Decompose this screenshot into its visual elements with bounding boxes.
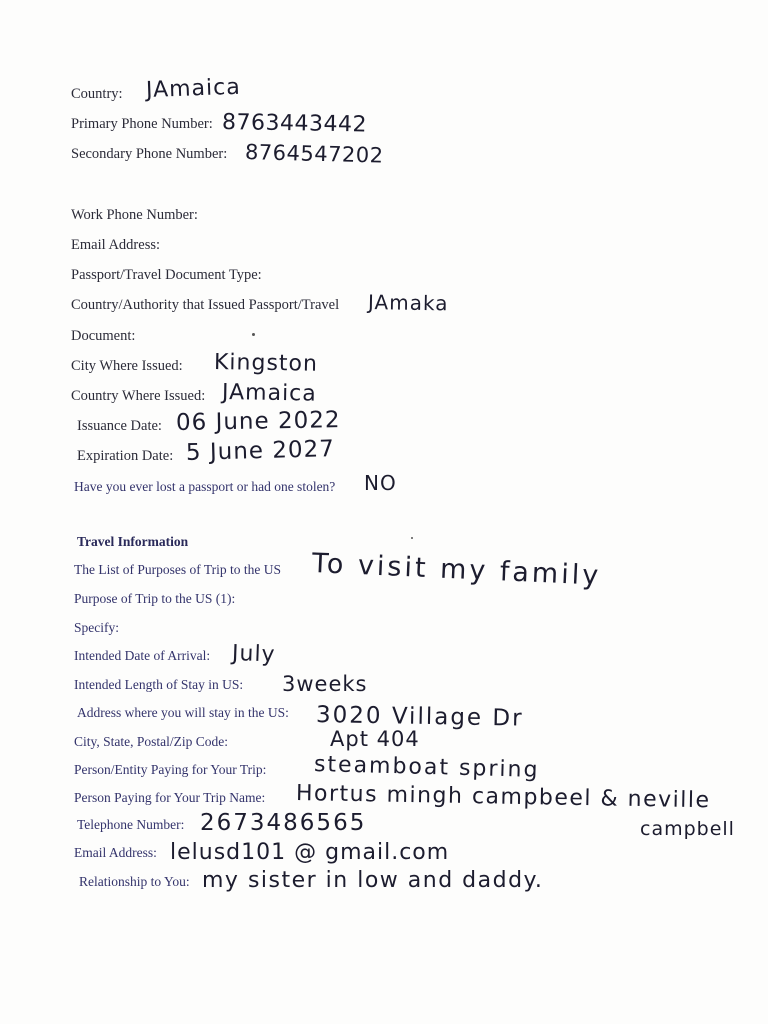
work-phone-label: Work Phone Number:: [71, 207, 198, 223]
issuance-date-label: Issuance Date:: [77, 418, 162, 434]
relationship-handwritten: my sister in low and daddy.: [202, 868, 544, 893]
city-state-zip-label: City, State, Postal/Zip Code:: [74, 734, 228, 749]
country-issued-label: Country Where Issued:: [71, 388, 206, 404]
secondary-phone-handwritten: 8764547202: [244, 140, 384, 168]
payer-name-label: Person Paying for Your Trip Name:: [74, 790, 266, 805]
city-issued-handwritten: Kingston: [213, 350, 319, 377]
ink-dot: [252, 333, 255, 336]
primary-phone-handwritten: 8763443442: [221, 110, 368, 138]
travel-email-label: Email Address:: [74, 845, 157, 860]
passport-type-label: Passport/Travel Document Type:: [71, 267, 262, 283]
primary-phone-label: Primary Phone Number:: [71, 116, 213, 132]
expiration-date-handwritten: 5 June 2027: [185, 436, 336, 466]
relationship-label: Relationship to You:: [79, 874, 190, 889]
payer-name-handwritten: Hortus mingh campbeel & neville: [295, 781, 711, 814]
expiration-date-label: Expiration Date:: [77, 448, 174, 464]
address-handwritten-line2: Apt 404: [330, 727, 420, 751]
ink-dot: [411, 537, 413, 539]
country-label: Country:: [71, 86, 123, 102]
travel-email-handwritten: lelusd101 @ gmail.com: [170, 840, 450, 865]
arrival-handwritten: July: [231, 641, 276, 668]
issuing-authority-handwritten: JAmaka: [367, 290, 449, 316]
document-label: Document:: [71, 328, 136, 344]
issuance-date-handwritten: 06 June 2022: [175, 407, 341, 436]
country-issued-handwritten: JAmaica: [221, 380, 317, 407]
lost-passport-label: Have you ever lost a passport or had one stolen?: [74, 479, 336, 494]
city-issued-label: City Where Issued:: [71, 358, 183, 374]
telephone-handwritten: 2673486565: [200, 810, 367, 836]
payer-entity-label: Person/Entity Paying for Your Trip:: [74, 762, 267, 777]
purpose1-label: Purpose of Trip to the US (1):: [74, 591, 236, 606]
issuing-authority-label: Country/Authority that Issued Passport/Travel: [71, 297, 340, 313]
length-label: Intended Length of Stay in US:: [74, 677, 244, 692]
travel-information-heading: Travel Information: [77, 534, 189, 549]
length-handwritten: 3weeks: [282, 672, 368, 696]
email-label: Email Address:: [71, 237, 161, 253]
address-label: Address where you will stay in the US:: [77, 705, 289, 720]
payer-name-handwritten-line2: campbell: [640, 818, 735, 840]
arrival-label: Intended Date of Arrival:: [74, 648, 211, 663]
address-handwritten-line1: 3020 Village Dr: [315, 702, 524, 732]
country-handwritten: JAmaica: [145, 74, 242, 103]
purposes-label: The List of Purposes of Trip to the US: [74, 562, 282, 577]
secondary-phone-label: Secondary Phone Number:: [71, 146, 228, 162]
city-state-zip-handwritten: steamboat spring: [313, 752, 540, 783]
specify-label: Specify:: [74, 620, 119, 635]
lost-passport-handwritten: NO: [364, 471, 397, 495]
purposes-handwritten: To visit my family: [311, 548, 602, 592]
telephone-label: Telephone Number:: [77, 817, 185, 832]
